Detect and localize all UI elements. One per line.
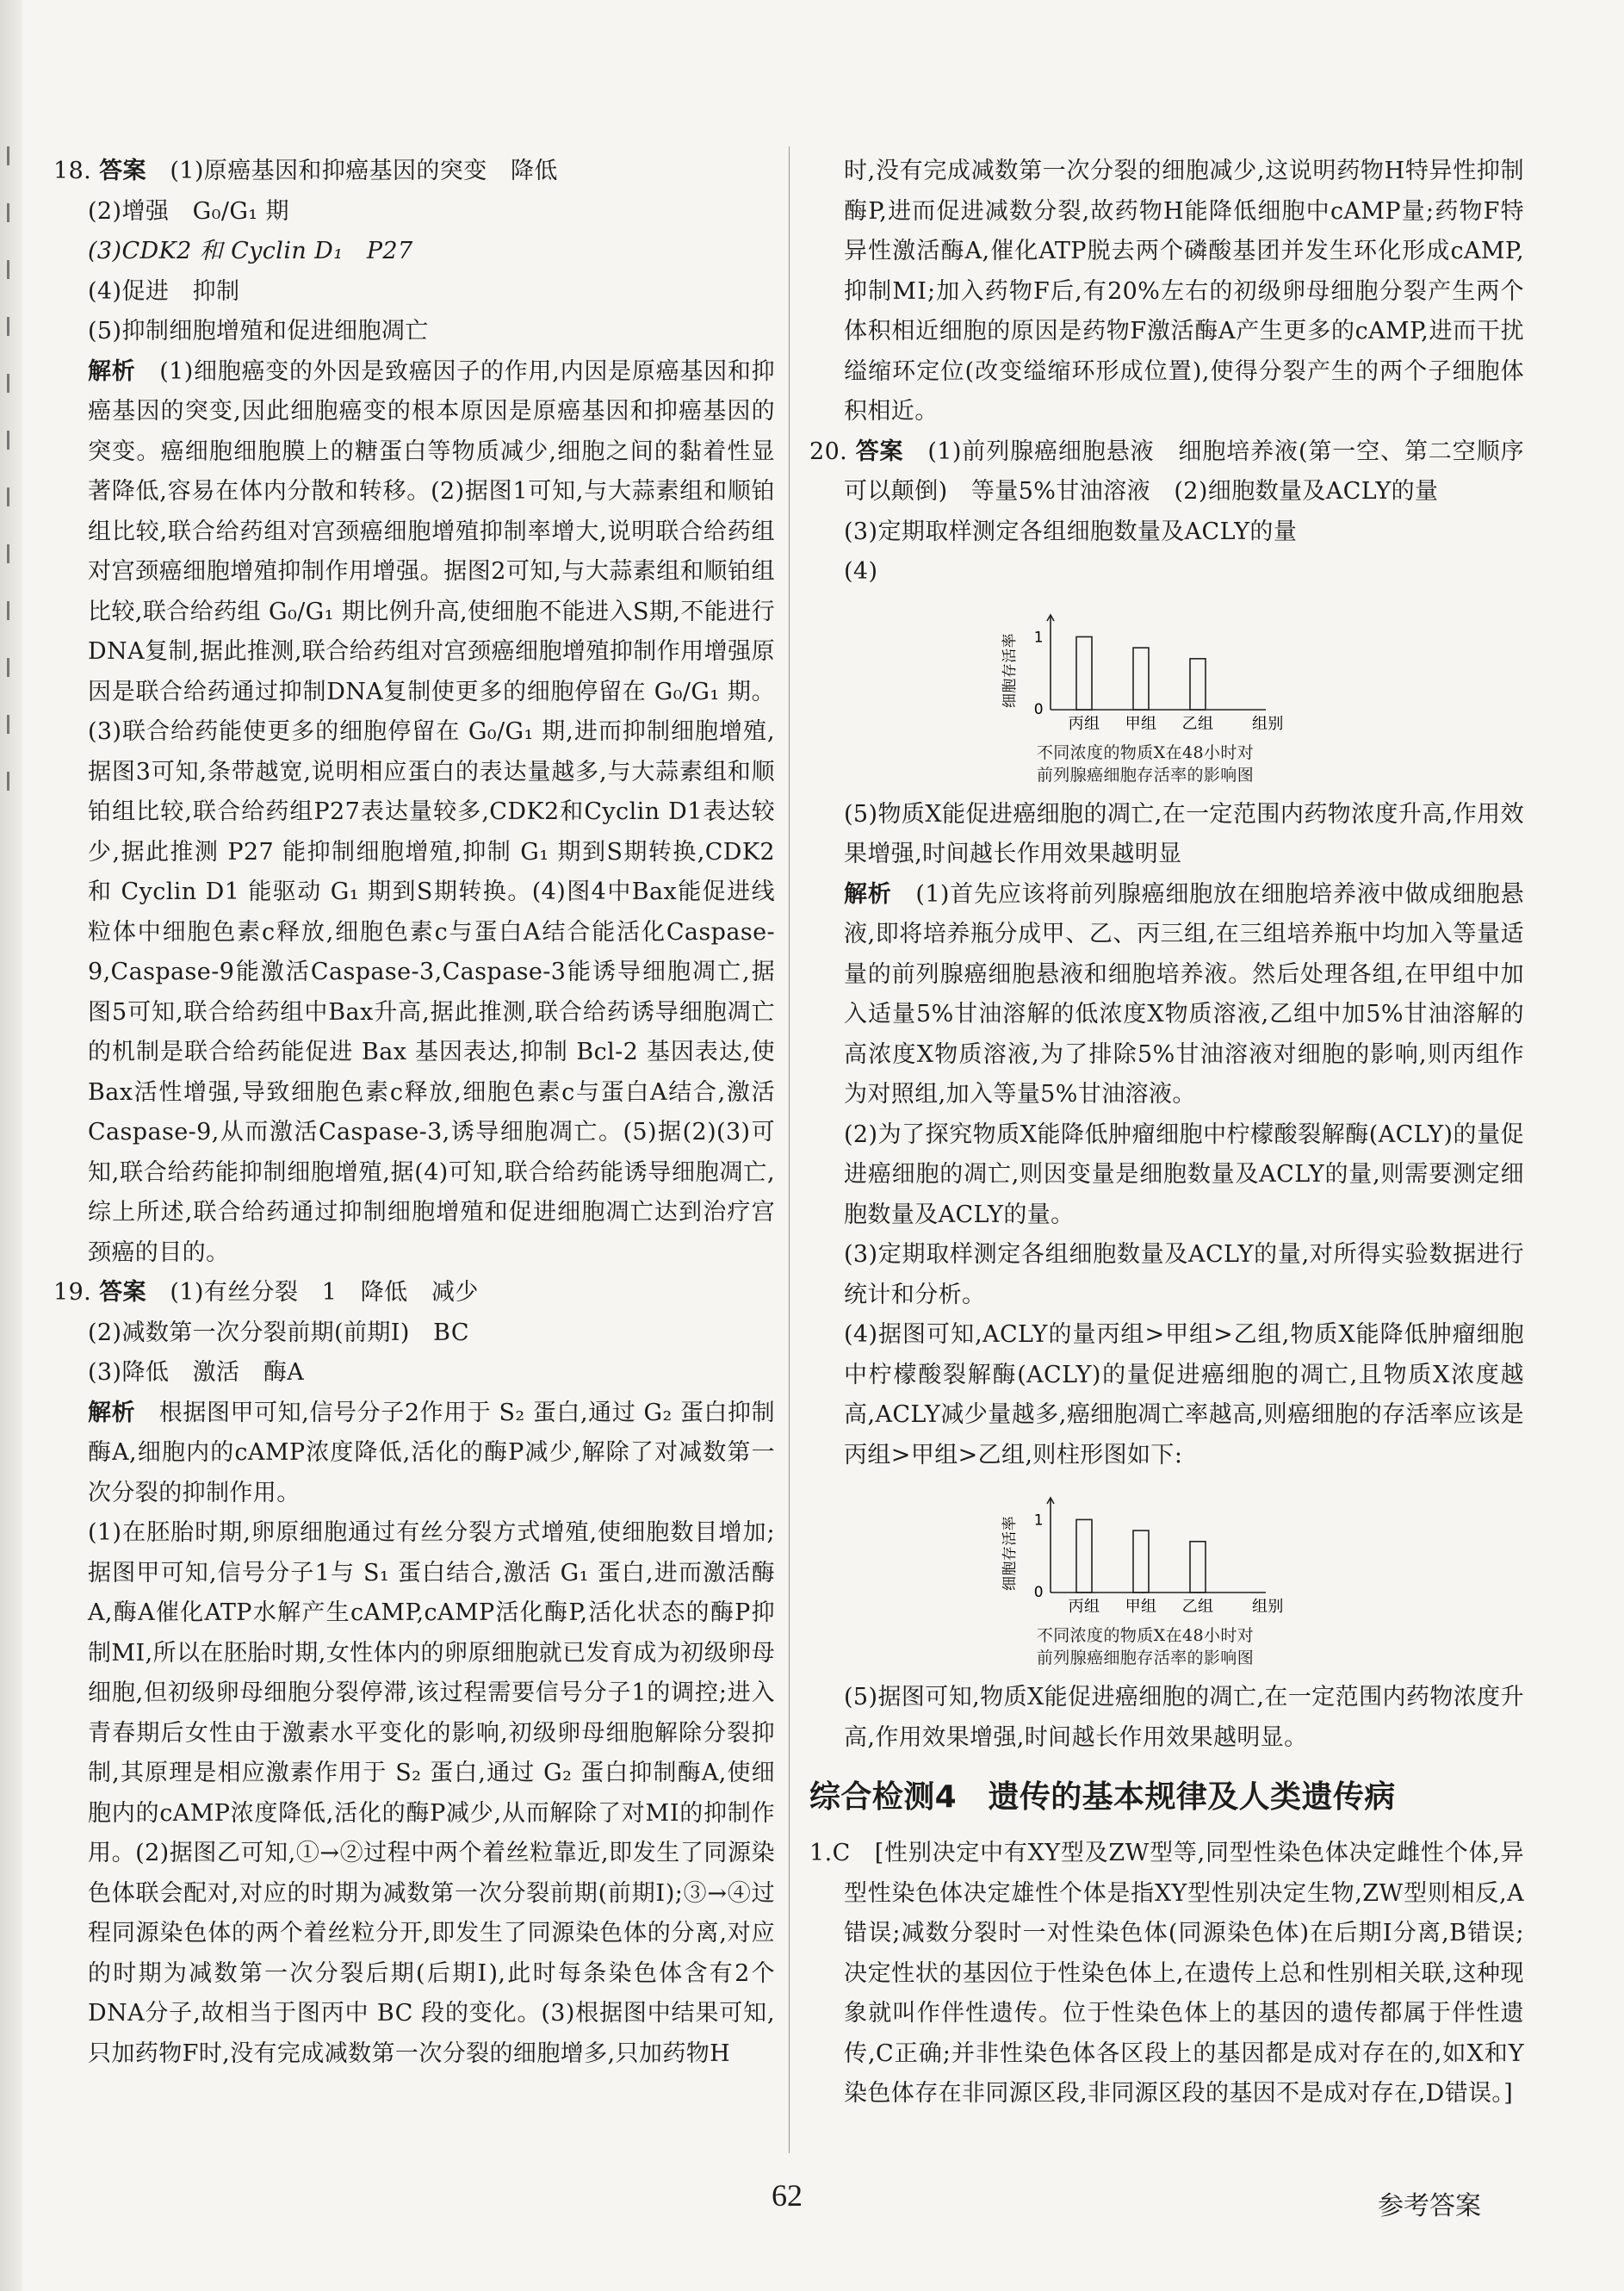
chart-2 bbox=[990, 1482, 1352, 1669]
bar-1 bbox=[1133, 648, 1149, 710]
page-binding-edge bbox=[0, 0, 22, 2291]
x-tick-label-0: 丙组 bbox=[1068, 1598, 1100, 1616]
y-tick-label-1: 1 bbox=[1033, 628, 1044, 646]
q20-analysis-1: 解析 (1)首先应该将前列腺癌细胞放在细胞培养液中做成细胞悬液,即将培养瓶分成甲、乙、丙三组,在三组培养瓶中均加入等量适量的前列腺癌细胞悬液和细胞培养液。然后处理各组,在甲组中加入适量5%甘油溶解的低浓度X物质溶液,乙组中加5%甘油溶解的高浓度X物质溶液,为了排除5%甘油溶液对细胞的影响,则丙组作为对照组,加入等量5%甘油溶液。 bbox=[844, 880, 1525, 1108]
q18-answer-line3: (3)CDK2 和 Cyclin D₁ P27 bbox=[88, 238, 413, 264]
y-axis-label: 细胞存活率 bbox=[1001, 1516, 1019, 1591]
q18-answer-line4: (4)促进 抑制 bbox=[88, 277, 240, 305]
bar-0 bbox=[1076, 636, 1092, 710]
right-column bbox=[809, 152, 1524, 2114]
q19-analysis-intro: 解析 根据图甲可知,信号分子2作用于 S₂ 蛋白,通过 G₂ 蛋白抑制酶A,细胞内的cAMP浓度降低,活化的酶P减少,解除了对减数第一次分裂的抑制作用。 bbox=[88, 1399, 776, 1506]
x-axis-label: 组别 bbox=[1252, 714, 1284, 733]
chart-1-caption-line2: 前列腺癌细胞存活率的影响图 bbox=[1036, 765, 1255, 785]
left-column bbox=[53, 152, 775, 2074]
x-tick-label-0: 丙组 bbox=[1068, 714, 1100, 733]
x-axis-label: 组别 bbox=[1252, 1598, 1284, 1616]
y-tick-label-0: 0 bbox=[1033, 700, 1044, 718]
q19-answer-line1: 19. 答案 (1)有丝分裂 1 降低 减少 bbox=[53, 1279, 479, 1306]
x-tick-label-2: 乙组 bbox=[1181, 714, 1214, 733]
q20-analysis-2: (2)为了探究物质X能降低肿瘤细胞中柠檬酸裂解酶(ACLY)的量促进癌细胞的凋亡,则因变量是细胞数量及ACLY的量,则需要测定细胞数量及ACLY的量。 bbox=[844, 1121, 1524, 1228]
q18-answer-line5: (5)抑制细胞增殖和促进细胞凋亡 bbox=[88, 318, 429, 345]
bar-chart-2 bbox=[990, 1482, 1300, 1624]
q19-analysis-continued: 时,没有完成减数第一次分裂的细胞减少,这说明药物H特异性抑制酶P,进而促进减数分裂,故药物H能降低细胞中cAMP量;药物F特异性激活酶A,催化ATP脱去两个磷酸基团并发生环化形成cAMP,抑制MⅠ;加入药物F后,有20%左右的初级卵母细胞分裂产生两个体积相近细胞的原因是药物F激活酶A产生更多的cAMP,进而干扰缢缩环定位(改变缢缩环形成位置),使得分裂产生的两个子细胞体积相近。 bbox=[844, 158, 1524, 425]
q18-answer-line2: (2)增强 G₀/G₁ 期 bbox=[88, 197, 289, 225]
bar-2 bbox=[1190, 658, 1206, 709]
q20-analysis-5: (5)据图可知,物质X能促进癌细胞的凋亡,在一定范围内药物浓度升高,作用效果增强,时间越长作用效果越明显。 bbox=[844, 1684, 1524, 1751]
q19-analysis-body: (1)在胚胎时期,卵原细胞通过有丝分裂方式增殖,使细胞数目增加;据图甲可知,信号分子1与 S₁ 蛋白结合,激活 G₁ 蛋白,进而激活酶A,酶A催化ATP水解产生cAMP,cAMP活化酶P,活化状态的酶P抑制MⅠ,所以在胚胎时期,女性体内的卵原细胞就已发育成为初级卵母细胞,但初级卵母细胞分裂停滞,该过程需要信号分子1的调控;进入青春期后女性由于激素水平变化的影响,初级卵母细胞解除分裂抑制,其原理是相应激素作用于 S₂ 蛋白,通过 G₂ 蛋白抑制酶A,使细胞内的cAMP浓度降低,活化的酶P减少,从而解除了对MⅠ的抑制作用。(2)据图乙可知,①→②过程中两个着丝粒靠近,即发生了同源染色体联会配对,对应的时期为减数第一次分裂前期(前期Ⅰ);③→④过程同源染色体的两个着丝粒分开,即发生了同源染色体的分离,对应的时期为减数第一次分裂后期(后期Ⅰ),此时每条染色体含有2个DNA分子,故相当于图丙中 BC 段的变化。(3)根据图中结果可知,只加药物F时,没有完成减数第一次分裂的细胞增多,只加药物H bbox=[88, 1519, 775, 2067]
q20-answer-line3: (3)定期取样测定各组细胞数量及ACLY的量 bbox=[844, 518, 1298, 545]
chart-2-caption-line1: 不同浓度的物质X在48小时对 bbox=[1036, 1626, 1255, 1645]
y-tick-label-0: 0 bbox=[1033, 1584, 1044, 1601]
x-tick-label-2: 乙组 bbox=[1181, 1598, 1214, 1616]
bar-0 bbox=[1076, 1519, 1092, 1593]
bar-chart-1 bbox=[990, 599, 1300, 742]
q20-answer-line1: 20. 答案 (1)前列腺癌细胞悬液 细胞培养液(第一空、第二空顺序可以颠倒) 等量5%甘油溶液 (2)细胞数量及ACLY的量 bbox=[809, 438, 1525, 505]
q20-analysis-3: (3)定期取样测定各组细胞数量及ACLY的量,对所得实验数据进行统计和分析。 bbox=[844, 1241, 1524, 1308]
footer-label: 参考答案 bbox=[1378, 2191, 1481, 2221]
chart-1-caption-line1: 不同浓度的物质X在48小时对 bbox=[1036, 742, 1255, 762]
q19-answer-line2: (2)减数第一次分裂前期(前期Ⅰ) BC bbox=[88, 1319, 469, 1346]
chart-1 bbox=[990, 599, 1352, 786]
section-title: 综合检测4 遗传的基本规律及人类遗传病 bbox=[809, 1779, 1396, 1815]
column-divider bbox=[789, 146, 790, 2153]
q18-analysis: 解析 (1)细胞癌变的外因是致癌因子的作用,内因是原癌基因和抑癌基因的突变,因此细胞癌变的根本原因是原癌基因和抑癌基因的突变。癌细胞细胞膜上的糖蛋白等物质减少,细胞之间的黏着性显著降低,容易在体内分散和转移。(2)据图1可知,与大蒜素组和顺铂组比较,联合给药组对宫颈癌细胞增殖抑制率增大,说明联合给药组对宫颈癌细胞增殖抑制作用增强。据图2可知,与大蒜素组和顺铂组比较,联合给药组 G₀/G₁ 期比例升高,使细胞不能进入S期,不能进行DNA复制,据此推测,联合给药组对宫颈癌细胞增殖抑制作用增强原因是联合给药通过抑制DNA复制使更多的细胞停留在 G₀/G₁ 期。(3)联合给药能使更多的细胞停留在 G₀/G₁ 期,进而抑制细胞增殖,据图3可知,条带越宽,说明相应蛋白的表达量越多,与大蒜素组和顺铂组比较,联合给药组P27表达量较多,CDK2和Cyclin D1表达较少,据此推测 P27 能抑制细胞增殖,抑制 G₁ 期到S期转换,CDK2 和 Cyclin D1 能驱动 G₁ 期到S期转换。(4)图4中Bax能促进线粒体中细胞色素c释放,细胞色素c与蛋白A结合能活化Caspase-9,Caspase-9能激活Caspase-3,Caspase-3能诱导细胞凋亡,据图5可知,联合给药组中Bax升高,据此推测,联合给药诱导细胞凋亡的机制是联合给药能促进 Bax 基因表达,抑制 Bcl-2 基因表达,使Bax活性增强,导致细胞色素c释放,细胞色素c与蛋白A结合,激活Caspase-9,从而激活Caspase-3,诱导细胞凋亡。(5)据(2)(3)可知,联合给药能抑制细胞增殖,据(4)可知,联合给药能诱导细胞凋亡,综上所述,联合给药通过抑制细胞增殖和促进细胞凋亡达到治疗宫颈癌的目的。 bbox=[88, 357, 775, 1266]
mc1-answer: 1.C [性别决定中有XY型及ZW型等,同型性染色体决定雌性个体,异型性染色体决定雄性个体是指XY型性别决定生物,ZW型则相反,A错误;减数分裂时一对性染色体(同源染色体)在后期Ⅰ分离,B错误;决定性状的基因位于性染色体上,在遗传上总和性别相关联,这种现象就叫作伴性遗传。位于性染色体上的基因的遗传都属于伴性遗传,C正确;并非性染色体各区段上的基因都是成对存在的,如X和Y染色体存在非同源区段,非同源区段的基因不是成对存在,D错误。] bbox=[809, 1840, 1524, 2107]
q20-answer-line5: (5)物质X能促进癌细胞的凋亡,在一定范围内药物浓度升高,作用效果增强,时间越长作用效果越明显 bbox=[844, 800, 1524, 867]
q19-answer-line3: (3)降低 激活 酶A bbox=[88, 1359, 305, 1386]
edge-marks bbox=[3, 146, 15, 829]
q20-analysis-4: (4)据图可知,ACLY的量丙组>甲组>乙组,物质X能降低肿瘤细胞中柠檬酸裂解酶(ACLY)的量促进癌细胞的凋亡,且物质X浓度越高,ACLY减少量越多,癌细胞凋亡率越高,则癌细胞的存活率应该是丙组>甲组>乙组,则柱形图如下: bbox=[844, 1321, 1524, 1468]
y-tick-label-1: 1 bbox=[1033, 1512, 1044, 1530]
x-tick-label-1: 甲组 bbox=[1125, 714, 1157, 733]
q18-answer-line1: 18. 答案 (1)原癌基因和抑癌基因的突变 降低 bbox=[53, 158, 558, 184]
page-number: 62 bbox=[772, 2178, 803, 2213]
chart-2-caption-line2: 前列腺癌细胞存活率的影响图 bbox=[1036, 1648, 1255, 1667]
q20-answer-line4: (4) bbox=[844, 558, 878, 585]
y-axis-label: 细胞存活率 bbox=[1001, 632, 1019, 708]
x-tick-label-1: 甲组 bbox=[1125, 1598, 1157, 1616]
bar-2 bbox=[1190, 1542, 1206, 1593]
bar-1 bbox=[1133, 1530, 1149, 1593]
